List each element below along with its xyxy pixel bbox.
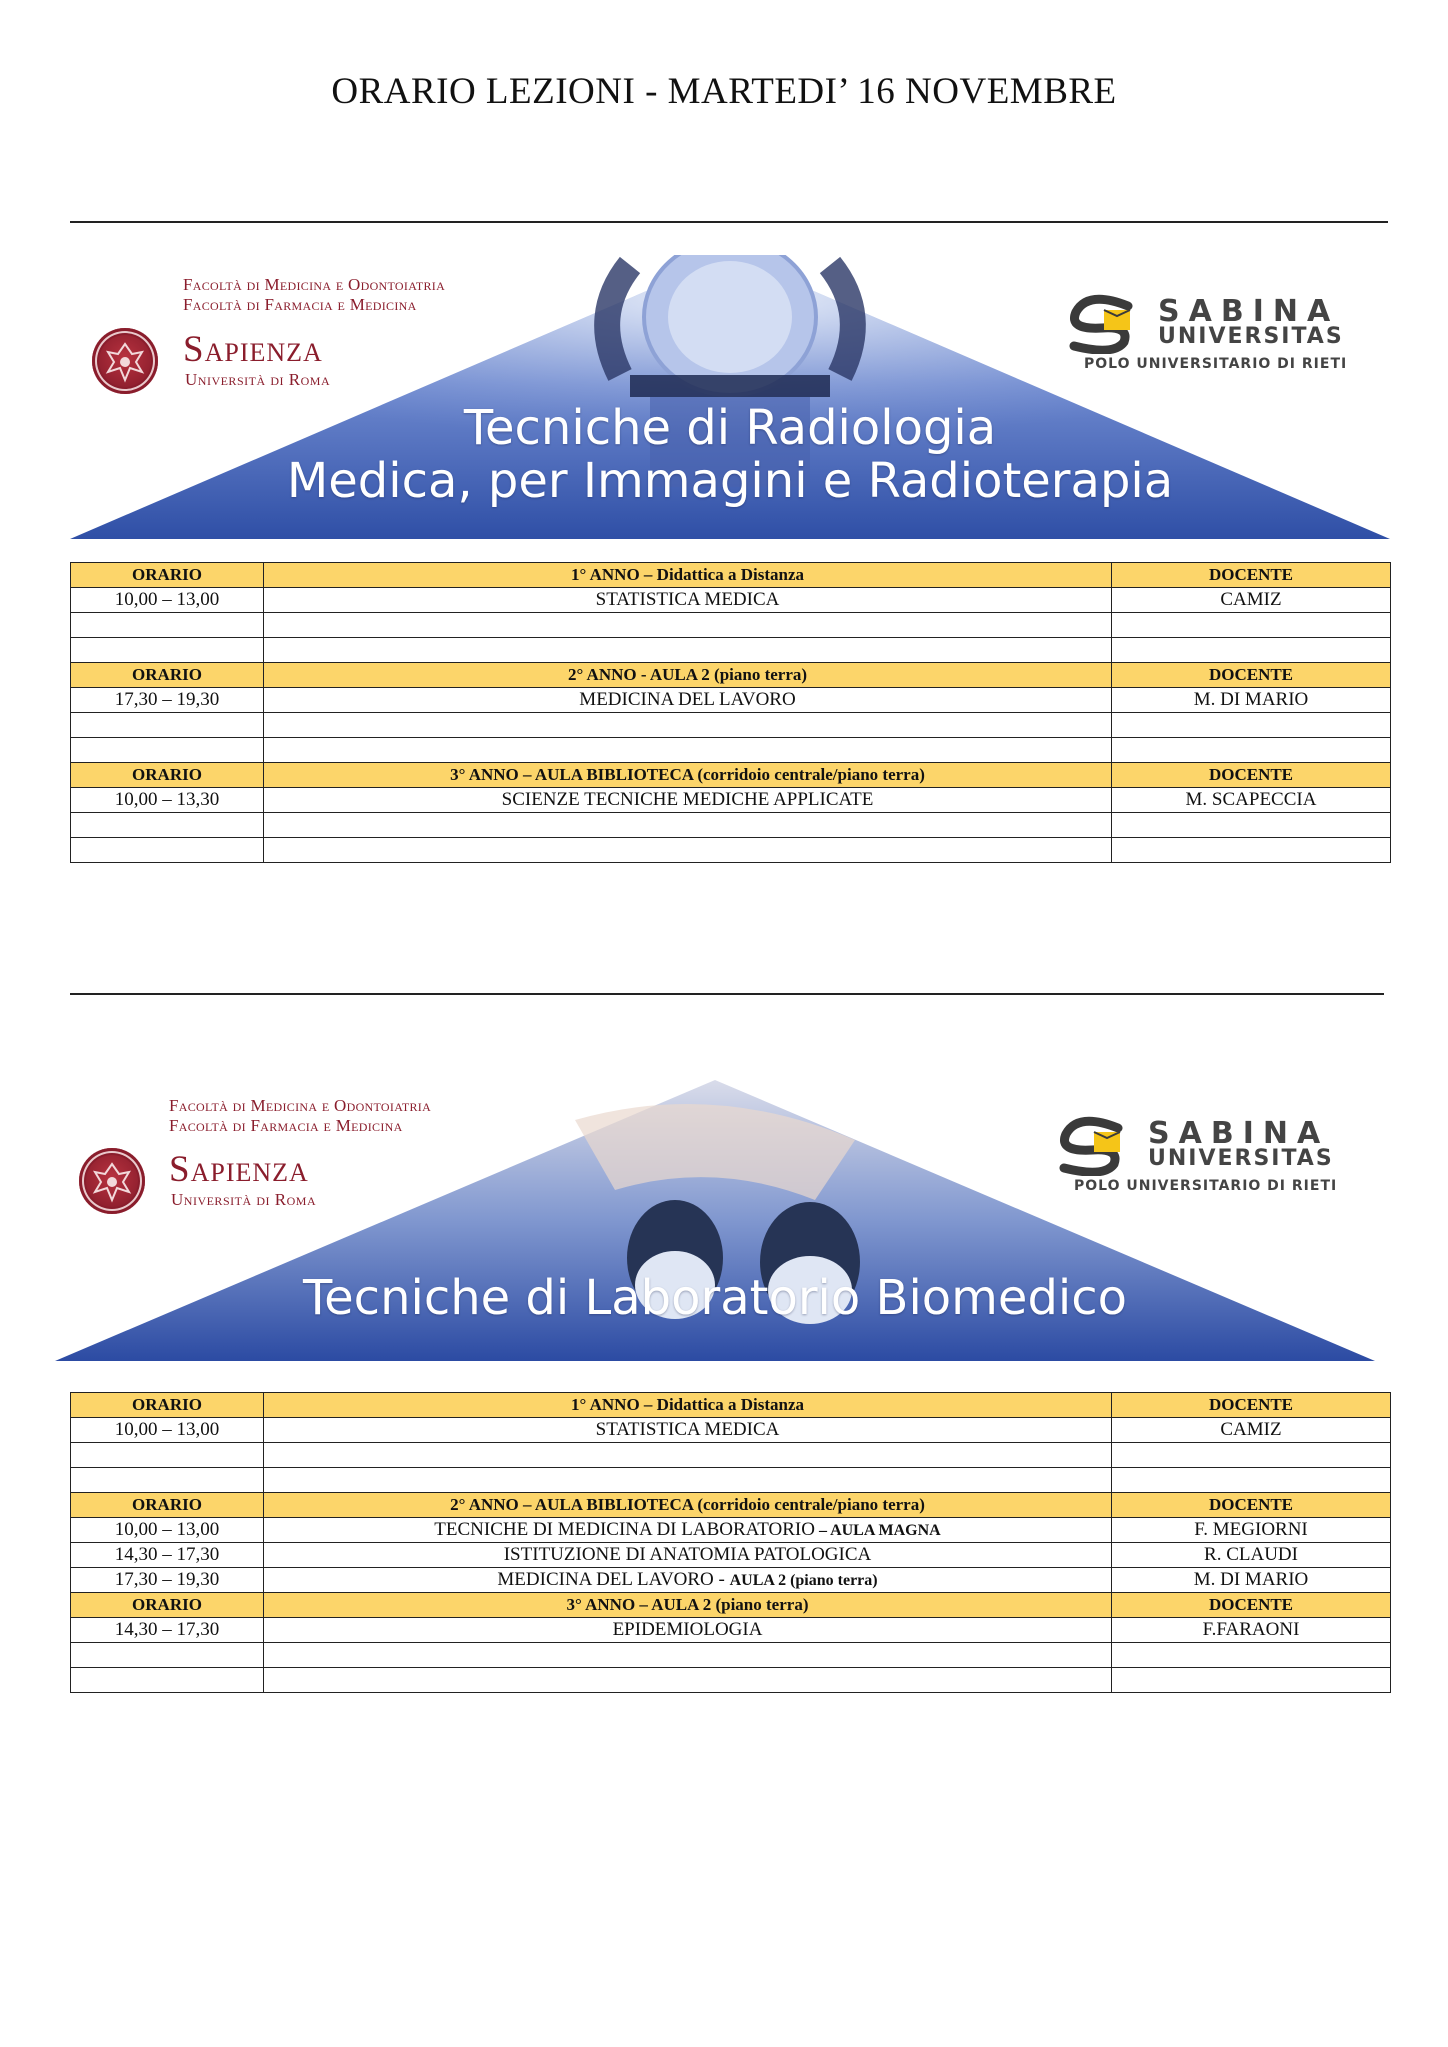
cell-teacher: M. DI MARIO xyxy=(1112,688,1391,713)
cell-time xyxy=(71,1668,264,1693)
faculty-line: Facoltà di Farmacia e Medicina xyxy=(183,295,417,314)
faculty-line: Facoltà di Medicina e Odontoiatria xyxy=(169,1096,432,1115)
cell-teacher xyxy=(1112,738,1391,763)
header-teacher: DOCENTE xyxy=(1112,763,1391,788)
cell-course xyxy=(264,1518,1112,1543)
cell-time: 14,30 – 17,30 xyxy=(71,1618,264,1643)
cell-teacher: R. CLAUDI xyxy=(1112,1543,1391,1568)
table-row xyxy=(71,1643,1391,1668)
partner-logo xyxy=(1068,294,1368,374)
cell-time xyxy=(71,713,264,738)
sapienza-seal-icon xyxy=(79,1148,145,1214)
cell-time xyxy=(71,1443,264,1468)
table-row xyxy=(71,1668,1391,1693)
partner-name: SABINA xyxy=(1148,1116,1330,1151)
header-year: 3° ANNO – AULA 2 (piano terra) xyxy=(264,1593,1112,1618)
cell-teacher xyxy=(1112,1443,1391,1468)
cell-teacher: CAMIZ xyxy=(1112,588,1391,613)
cell-course xyxy=(264,1543,1112,1568)
cell-time xyxy=(71,1643,264,1668)
partner-logo xyxy=(1058,1116,1358,1196)
header-teacher: DOCENTE xyxy=(1112,563,1391,588)
section-divider xyxy=(70,993,1384,995)
cell-course xyxy=(264,1568,1112,1593)
partner-subtitle: POLO UNIVERSITARIO DI RIETI xyxy=(1074,1178,1338,1194)
course-name: STATISTICA MEDICA xyxy=(595,588,780,610)
course-title-line: Medica, per Immagini e Radioterapia xyxy=(286,452,1174,509)
cell-time xyxy=(71,638,264,663)
cell-teacher xyxy=(1112,613,1391,638)
cell-teacher xyxy=(1112,713,1391,738)
table-header-row xyxy=(71,663,1391,688)
table-header-row xyxy=(71,1593,1391,1618)
course-title-line: Tecniche di Laboratorio Biomedico xyxy=(302,1270,1127,1326)
cell-time xyxy=(71,838,264,863)
schedule-table-laboratorio xyxy=(70,1392,1391,1693)
cell-time xyxy=(71,813,264,838)
table-row xyxy=(71,788,1391,813)
cell-teacher: F. MEGIORNI xyxy=(1112,1518,1391,1543)
cell-teacher: F.FARAONI xyxy=(1112,1618,1391,1643)
header-time: ORARIO xyxy=(71,1593,264,1618)
course-name: SCIENZE TECNICHE MEDICHE APPLICATE xyxy=(501,788,874,810)
course-note: – AULA MAGNA xyxy=(814,1521,941,1539)
cell-course xyxy=(264,788,1112,813)
cell-teacher: M. DI MARIO xyxy=(1112,1568,1391,1593)
header-time: ORARIO xyxy=(71,663,264,688)
schedule-table-radiologia xyxy=(70,562,1391,863)
course-note: AULA 2 (piano terra) xyxy=(729,1571,878,1589)
cell-course xyxy=(264,1668,1112,1693)
section-divider xyxy=(70,221,1388,223)
university-name: Sapienza xyxy=(183,329,323,370)
faculty-line: Facoltà di Farmacia e Medicina xyxy=(169,1116,403,1135)
table-row xyxy=(71,738,1391,763)
cell-course xyxy=(264,1418,1112,1443)
table-row xyxy=(71,1518,1391,1543)
header-teacher: DOCENTE xyxy=(1112,1393,1391,1418)
partner-name: SABINA xyxy=(1158,294,1340,329)
header-time: ORARIO xyxy=(71,563,264,588)
university-name: Sapienza xyxy=(169,1149,309,1190)
course-name: EPIDEMIOLOGIA xyxy=(612,1618,763,1640)
cell-time: 17,30 – 19,30 xyxy=(71,688,264,713)
cell-course xyxy=(264,713,1112,738)
cell-course xyxy=(264,838,1112,863)
cell-course xyxy=(264,813,1112,838)
cell-course xyxy=(264,1443,1112,1468)
faculty-header xyxy=(169,1096,431,1136)
course-name: MEDICINA DEL LAVORO xyxy=(579,688,796,710)
header-year: 3° ANNO – AULA BIBLIOTECA (corridoio centrale/piano terra) xyxy=(264,763,1112,788)
header-year: 1° ANNO – Didattica a Distanza xyxy=(264,563,1112,588)
cell-time xyxy=(71,613,264,638)
cell-course xyxy=(264,1618,1112,1643)
sapienza-seal-icon xyxy=(92,328,158,394)
table-row xyxy=(71,613,1391,638)
cell-course xyxy=(264,738,1112,763)
partner-name-2: UNIVERSITAS xyxy=(1148,1146,1334,1171)
sabina-logo-icon xyxy=(1068,294,1138,354)
table-header-row xyxy=(71,763,1391,788)
cell-time: 10,00 – 13,30 xyxy=(71,788,264,813)
header-time: ORARIO xyxy=(71,763,264,788)
cell-teacher xyxy=(1112,1468,1391,1493)
table-row xyxy=(71,588,1391,613)
cell-course xyxy=(264,1643,1112,1668)
partner-subtitle: POLO UNIVERSITARIO DI RIETI xyxy=(1084,356,1348,372)
header-teacher: DOCENTE xyxy=(1112,663,1391,688)
cell-course xyxy=(264,638,1112,663)
sabina-logo-icon xyxy=(1058,1116,1128,1176)
table-row xyxy=(71,838,1391,863)
cell-course xyxy=(264,613,1112,638)
table-row xyxy=(71,1418,1391,1443)
table-row xyxy=(71,1443,1391,1468)
table-header-row xyxy=(71,1393,1391,1418)
cell-time: 10,00 – 13,00 xyxy=(71,1518,264,1543)
cell-teacher xyxy=(1112,1668,1391,1693)
header-year: 2° ANNO – AULA BIBLIOTECA (corridoio centrale/piano terra) xyxy=(264,1493,1112,1518)
cell-time: 10,00 – 13,00 xyxy=(71,588,264,613)
header-time: ORARIO xyxy=(71,1493,264,1518)
university-subtitle: Università di Roma xyxy=(171,1190,317,1209)
course-name: ISTITUZIONE DI ANATOMIA PATOLOGICA xyxy=(503,1543,872,1565)
cell-time xyxy=(71,1468,264,1493)
cell-time xyxy=(71,738,264,763)
course-name: MEDICINA DEL LAVORO - xyxy=(497,1568,730,1590)
cell-teacher xyxy=(1112,838,1391,863)
header-year: 2° ANNO - AULA 2 (piano terra) xyxy=(264,663,1112,688)
cell-course xyxy=(264,588,1112,613)
header-time: ORARIO xyxy=(71,1393,264,1418)
cell-teacher: M. SCAPECCIA xyxy=(1112,788,1391,813)
table-row xyxy=(71,813,1391,838)
course-name: STATISTICA MEDICA xyxy=(595,1418,780,1440)
university-subtitle: Università di Roma xyxy=(185,370,331,389)
faculty-header xyxy=(183,275,445,315)
table-row xyxy=(71,713,1391,738)
course-name: TECNICHE DI MEDICINA DI LABORATORIO xyxy=(434,1518,815,1540)
header-teacher: DOCENTE xyxy=(1112,1593,1391,1618)
table-row xyxy=(71,1543,1391,1568)
table-header-row xyxy=(71,1493,1391,1518)
course-title-line: Tecniche di Radiologia xyxy=(463,400,997,456)
cell-time: 10,00 – 13,00 xyxy=(71,1418,264,1443)
table-header-row xyxy=(71,563,1391,588)
header-teacher: DOCENTE xyxy=(1112,1493,1391,1518)
page-title: ORARIO LEZIONI - MARTEDI’ 16 NOVEMBRE xyxy=(331,71,1117,112)
cell-teacher xyxy=(1112,813,1391,838)
cell-teacher xyxy=(1112,1643,1391,1668)
table-row xyxy=(71,638,1391,663)
cell-teacher: CAMIZ xyxy=(1112,1418,1391,1443)
header-year: 1° ANNO – Didattica a Distanza xyxy=(264,1393,1112,1418)
cell-teacher xyxy=(1112,638,1391,663)
table-row xyxy=(71,1468,1391,1493)
table-row xyxy=(71,1568,1391,1593)
cell-time: 14,30 – 17,30 xyxy=(71,1543,264,1568)
cell-course xyxy=(264,688,1112,713)
table-row xyxy=(71,1618,1391,1643)
table-row xyxy=(71,688,1391,713)
cell-course xyxy=(264,1468,1112,1493)
faculty-line: Facoltà di Medicina e Odontoiatria xyxy=(183,275,446,294)
partner-name-2: UNIVERSITAS xyxy=(1158,324,1344,349)
cell-time: 17,30 – 19,30 xyxy=(71,1568,264,1593)
